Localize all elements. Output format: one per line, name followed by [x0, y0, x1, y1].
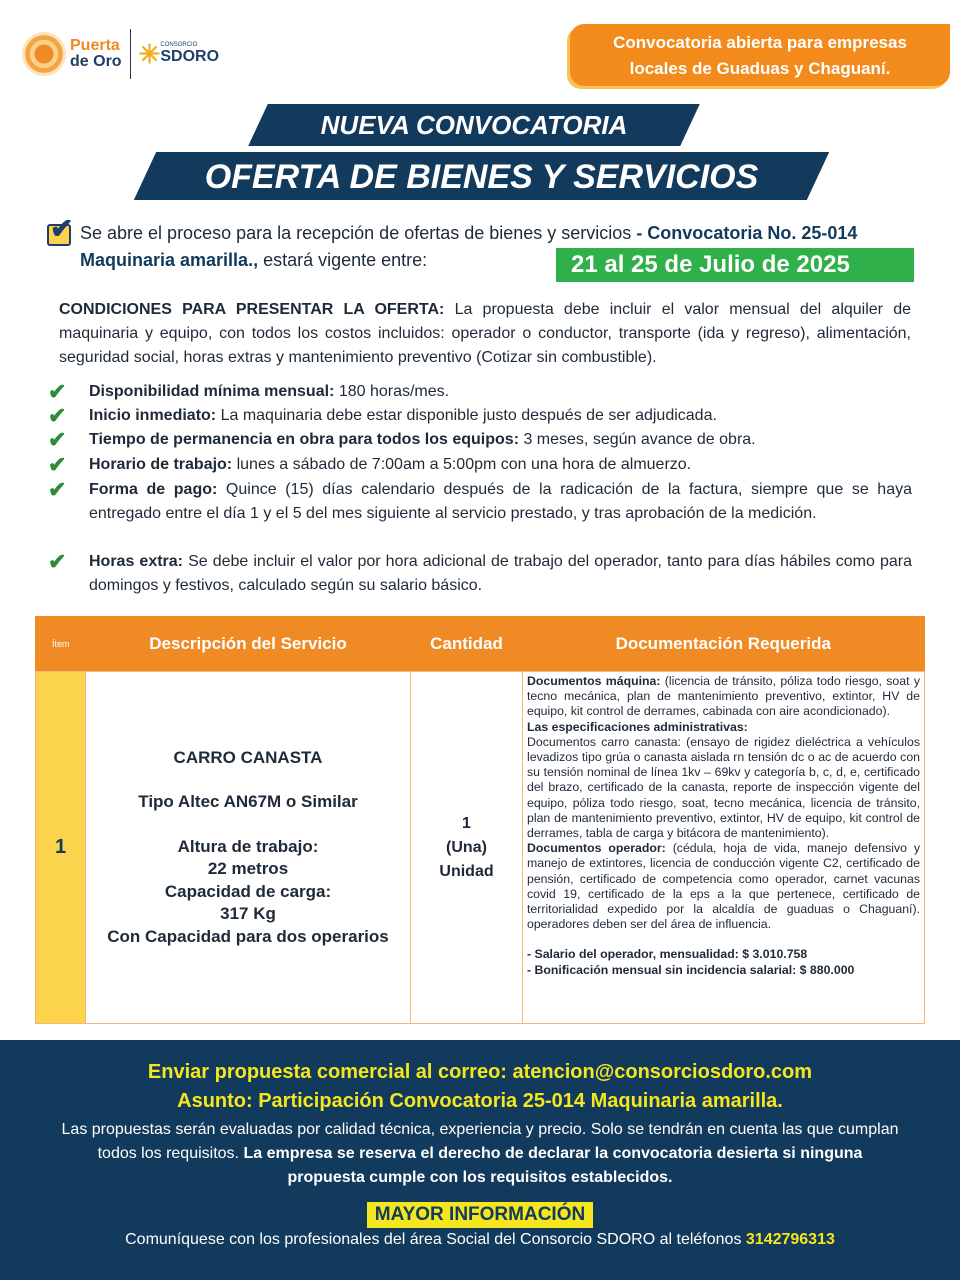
subject-line: Asunto: Participación Convocatoria 25-014 Maquinaria amarilla.	[177, 1090, 783, 1112]
sdoro-logo: ✳ CONSORCIO SDORO	[138, 38, 220, 69]
requirement-item: ✔ Disponibilidad mínima mensual: 180 horas/mes.	[48, 379, 450, 404]
banner-title-1: NUEVA CONVOCATORIA	[320, 110, 628, 140]
intro-text: Se abre el proceso para la recepción de ofertas de bienes y servicios - Convocatoria No. 25-014 Maquinaria amarilla., estará vigente entre:	[80, 223, 858, 270]
table-row	[36, 672, 925, 1024]
service-description: CARRO CANASTA Tipo Altec AN67M o Similar Altura de trabajo: 22 metros Capacidad de carga: 317 Kg Con Capacidad para dos operarios	[86, 672, 411, 1024]
conditions: CONDICIONES PARA PRESENTAR LA OFERTA: La propuesta debe incluir el valor mensual del alquiler de maquinaria y equipo, con todos los costos incluidos: operador o conductor, transporte (ida y regreso), alimentación, seguridad social, horas extras y mantenimiento preventivo (Cotizar sin combustible).	[59, 301, 912, 366]
open-call-badge: Convocatoria abierta para empresas locales de Guaduas y Chaguaní.	[570, 24, 950, 86]
requirement-item: ✔ Horario de trabajo: lunes a sábado de 7:00am a 5:00pm con una hora de almuerzo.	[48, 452, 692, 477]
requirement-item: ✔ Horas extra: Se debe incluir el valor por hora adicional de trabajo del operador, tanto para días hábiles como para domingos y festivos, calculado según su salario básico.	[48, 550, 912, 598]
logo-divider	[130, 29, 131, 79]
evaluation-text: Las propuestas serán evaluadas por calidad técnica, experiencia y precio. Solo se tendrán en cuenta las que cumplan todos los requisitos. La empresa se reserva el derecho de declarar la convocatoria desierta si ninguna propuesta cumple con los requisitos establecidos.	[61, 1121, 899, 1186]
email-line[interactable]: Enviar propuesta comercial al correo: atencion@consorciosdoro.com	[147, 1061, 813, 1083]
puerta-de-oro-logo: Puerta de Oro	[70, 37, 122, 70]
check-icon: ✔	[48, 452, 67, 477]
check-icon: ✔	[50, 213, 74, 244]
star-arrow-icon: ✳	[138, 38, 161, 69]
check-icon: ✔	[48, 427, 67, 452]
logos	[22, 24, 232, 84]
sun-logo-icon	[22, 32, 66, 76]
item-number: 1	[36, 672, 86, 1024]
requirement-item: ✔ Tiempo de permanencia en obra para todos los equipos: 3 meses, según avance de obra.	[48, 427, 756, 452]
check-icon: ✔	[48, 379, 67, 404]
date-range: 21 al 25 de Julio de 2025	[556, 248, 914, 282]
footer	[0, 1040, 960, 1280]
phone-number[interactable]: 3142796313	[745, 1231, 835, 1248]
requirement-item: ✔ Forma de pago: Quince (15) días calendario después de la radicación de la factura, siempre que se haya entregado entre el día 1 y el 5 del mes siguiente al servicio prestado, y tras aprobación de la medición.	[48, 478, 912, 526]
requirement-item: ✔ Inicio inmediato: La maquinaria debe estar disponible justo después de ser adjudicada.	[48, 403, 717, 428]
table-header: Ítem Descripción del Servicio Cantidad Documentación Requerida	[36, 617, 925, 672]
check-icon: ✔	[48, 549, 67, 574]
quantity: 1 (Una) Unidad	[411, 672, 523, 1024]
required-documents: Documentos máquina: (licencia de tránsito, póliza todo riesgo, soat y tecno mecánica, plan de mantenimiento preventivo, extintor, HV de equipo, kit control de derrames, cabinada con aire acondicionado). Las especificaciones administrativas: Documentos carro canasta: (ensayo de rigidez dieléctrica a vehículos levadizos tipo grúa o canasta aislada rn tensión dc o ac de acuerdo con su tensión nominal de línea 1kv – 69kv y categoría b, c, d, e, certificado del brazo, certificado de la canasta, reporte de inspección vigente del equipo, póliza todo riesgo, soat, tecno mecánica, licencia de tránsito, plan de mantenimiento preventivo, extintor, HV de equipo, kit control de derrames, tabla de carga y bitácora de mantenimiento). Documentos operador: (cédula, hoja de vida, manejo defensivo y manejo de extintores, licencia de conducción vigente C2, certificado de pensión, certificado de competencia como operador, carnet vacunas covid 19, certificado de la eps a la que pertenece, certificado de territorialidad expedido por la alcaldía de guaduas o Chaguaní). operadores deben ser del área de influencia. - Salario del operador, mensualidad: $ 3.010.758 - Bonificación mensual sin incidencia salarial: $ 880.000	[523, 672, 925, 1024]
more-info-label: MAYOR INFORMACIÓN	[367, 1202, 593, 1228]
check-icon: ✔	[48, 403, 67, 428]
check-icon: ✔	[48, 477, 67, 502]
page-title: OFERTA DE BIENES Y SERVICIOS	[204, 158, 759, 196]
contact-text: Comuníquese con los profesionales del área Social del Consorcio SDORO al teléfonos 3142796313	[125, 1231, 835, 1248]
services-table	[35, 616, 925, 1024]
